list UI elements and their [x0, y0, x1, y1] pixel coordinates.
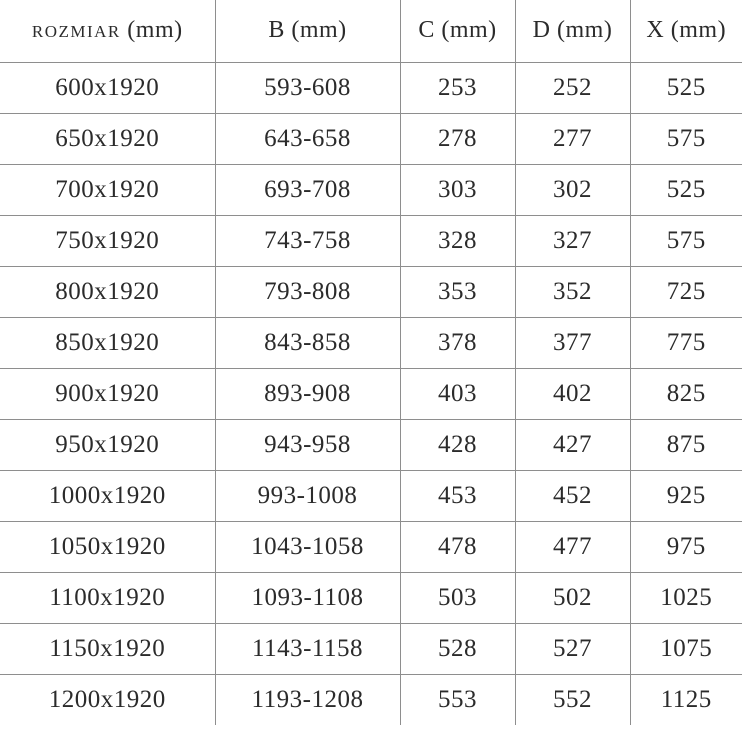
- cell-x: 525: [630, 62, 742, 113]
- cell-rozmiar: 1050x1920: [48, 532, 166, 560]
- column-header-c: [400, 0, 515, 62]
- cell-d: 527: [515, 623, 630, 674]
- table-row: [0, 419, 742, 470]
- cell-c: 253: [400, 62, 515, 113]
- cell-rozmiar: 700x1920: [55, 175, 160, 203]
- cell-rozmiar: 600x1920: [55, 73, 160, 101]
- cell-rozmiar: 1100x1920: [49, 583, 166, 611]
- cell-x: 525: [630, 164, 742, 215]
- cell-b: 993-1008: [215, 470, 400, 521]
- cell-c: 378: [400, 317, 515, 368]
- table-row: [0, 62, 742, 113]
- table-row: [0, 521, 742, 572]
- column-unit: (mm): [291, 17, 347, 44]
- cell-d: 427: [515, 419, 630, 470]
- cell-c: 453: [400, 470, 515, 521]
- column-header-b: [215, 0, 400, 62]
- cell-c: 428: [400, 419, 515, 470]
- cell-rozmiar: 1150x1920: [49, 634, 166, 662]
- cell-x: 875: [630, 419, 742, 470]
- column-header-d: [515, 0, 630, 62]
- cell-d: 402: [515, 368, 630, 419]
- cell-rozmiar: 750x1920: [55, 226, 160, 254]
- table-row: [0, 368, 742, 419]
- column-unit: (mm): [127, 17, 183, 44]
- cell-rozmiar: 850x1920: [55, 328, 160, 356]
- table-body: [0, 62, 742, 725]
- cell-rozmiar: 1200x1920: [48, 685, 166, 713]
- column-unit: (mm): [441, 17, 497, 44]
- cell-x: 575: [630, 113, 742, 164]
- cell-d: 452: [515, 470, 630, 521]
- cell-d: 302: [515, 164, 630, 215]
- cell-b: 693-708: [215, 164, 400, 215]
- cell-c: 353: [400, 266, 515, 317]
- cell-d: 277: [515, 113, 630, 164]
- cell-rozmiar: 1000x1920: [48, 481, 166, 509]
- cell-rozmiar: 900x1920: [55, 379, 160, 407]
- cell-x: 1125: [630, 674, 742, 725]
- cell-d: 327: [515, 215, 630, 266]
- cell-x: 1025: [630, 572, 742, 623]
- cell-rozmiar: 950x1920: [55, 430, 160, 458]
- column-name: D: [532, 17, 551, 44]
- table-row: [0, 164, 742, 215]
- cell-b: 743-758: [215, 215, 400, 266]
- cell-b: 893-908: [215, 368, 400, 419]
- cell-rozmiar: 800x1920: [55, 277, 160, 305]
- cell-x: 775: [630, 317, 742, 368]
- cell-b: 843-858: [215, 317, 400, 368]
- cell-b: 593-608: [215, 62, 400, 113]
- cell-b: 793-808: [215, 266, 400, 317]
- column-unit: (mm): [557, 17, 613, 44]
- cell-c: 303: [400, 164, 515, 215]
- column-name: X: [646, 17, 665, 44]
- cell-x: 825: [630, 368, 742, 419]
- column-header-rozmiar: [0, 0, 215, 62]
- table-row: [0, 113, 742, 164]
- cell-c: 503: [400, 572, 515, 623]
- column-header-x: [630, 0, 742, 62]
- cell-d: 252: [515, 62, 630, 113]
- cell-c: 553: [400, 674, 515, 725]
- table-row: [0, 674, 742, 725]
- cell-b: 943-958: [215, 419, 400, 470]
- cell-d: 377: [515, 317, 630, 368]
- column-name: C: [418, 17, 435, 44]
- cell-b: 643-658: [215, 113, 400, 164]
- column-unit: (mm): [670, 17, 727, 44]
- cell-x: 975: [630, 521, 742, 572]
- cell-d: 552: [515, 674, 630, 725]
- table-row: [0, 623, 742, 674]
- table-row: [0, 266, 742, 317]
- cell-rozmiar: 650x1920: [55, 124, 160, 152]
- column-name: B: [268, 17, 285, 44]
- table-row: [0, 470, 742, 521]
- table-row: [0, 572, 742, 623]
- cell-d: 477: [515, 521, 630, 572]
- cell-c: 328: [400, 215, 515, 266]
- cell-c: 528: [400, 623, 515, 674]
- table-row: [0, 317, 742, 368]
- cell-b: 1093-1108: [215, 572, 400, 623]
- cell-c: 478: [400, 521, 515, 572]
- cell-c: 278: [400, 113, 515, 164]
- cell-c: 403: [400, 368, 515, 419]
- header-row: [0, 0, 742, 62]
- cell-d: 352: [515, 266, 630, 317]
- cell-x: 725: [630, 266, 742, 317]
- cell-b: 1143-1158: [215, 623, 400, 674]
- table-row: [0, 215, 742, 266]
- cell-x: 575: [630, 215, 742, 266]
- cell-d: 502: [515, 572, 630, 623]
- column-name: ROZMIAR: [31, 22, 121, 42]
- cell-b: 1193-1208: [215, 674, 400, 725]
- cell-x: 925: [630, 470, 742, 521]
- cell-b: 1043-1058: [215, 521, 400, 572]
- table-header: [0, 0, 742, 62]
- cell-x: 1075: [630, 623, 742, 674]
